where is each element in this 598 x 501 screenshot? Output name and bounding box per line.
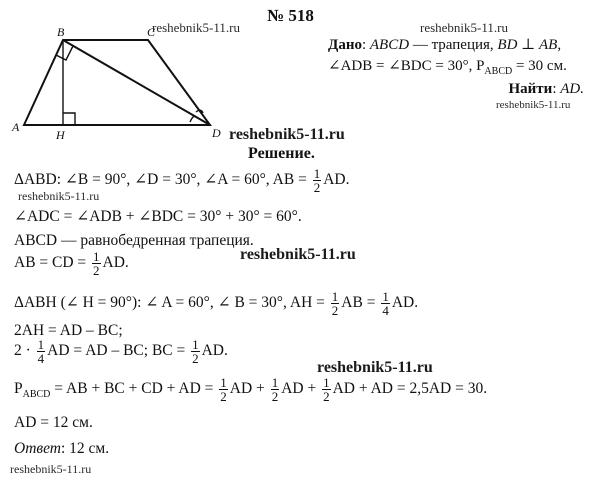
- frac-den: 4: [382, 303, 389, 318]
- label-h: H: [56, 128, 65, 142]
- line-text: AD +: [281, 380, 317, 398]
- fraction: [381, 290, 390, 317]
- line-text: = AB + BC + CD + AD =: [50, 380, 214, 398]
- given-seg-bd: BD: [497, 37, 518, 53]
- line-text: ΔABD: ∠B = 90°, ∠D = 30°, ∠A = 60°, AB =: [14, 171, 307, 189]
- given-perimeter: = 30 см.: [512, 58, 567, 74]
- frac-den: 2: [271, 389, 279, 404]
- line-text: AD = AD – BC; BC =: [47, 342, 186, 360]
- line-text: AD.: [102, 254, 129, 272]
- frac-den: 2: [323, 389, 330, 404]
- find-label: Найти: [508, 81, 553, 97]
- given-seg-ab: AB: [539, 37, 558, 53]
- right-angle-h: [63, 113, 75, 125]
- solution-line-3: ABCD — равнобедренная трапеция.: [14, 232, 254, 249]
- line-text: AD + AD = 2,5AD = 30.: [332, 380, 488, 398]
- given-perp: ⊥: [517, 37, 540, 53]
- solution-line-8: [14, 376, 487, 403]
- solution-line-7: [14, 338, 228, 365]
- fraction: [219, 376, 228, 403]
- fraction: [313, 167, 322, 194]
- given-line-2: [328, 56, 567, 82]
- watermark: reshebnik5-11.ru: [229, 126, 345, 143]
- watermark: reshebnik5-11.ru: [317, 359, 433, 376]
- frac-num: 1: [271, 375, 279, 390]
- solution-line-5: [14, 290, 418, 317]
- line-text: AD.: [391, 294, 419, 312]
- frac-num: 1: [93, 249, 100, 264]
- diagonal-bd: [63, 40, 210, 125]
- frac-num: 1: [192, 337, 199, 352]
- answer-line: [14, 440, 109, 458]
- frac-num: 1: [313, 166, 321, 181]
- watermark: reshebnik5-11.ru: [496, 99, 571, 111]
- frac-den: 2: [192, 351, 199, 366]
- given-line-1: Дано: ABCD — трапеция, BD ⊥ AB,: [328, 37, 562, 53]
- solution-line-6: 2AH = AD – BC;: [14, 322, 123, 339]
- given-sub: ABCD: [484, 66, 513, 77]
- frac-den: 2: [93, 263, 100, 278]
- fraction: [37, 338, 46, 365]
- solution-line-9: AD = 12 см.: [14, 414, 93, 431]
- line-text: AD +: [229, 380, 265, 398]
- fraction: [271, 376, 280, 403]
- frac-den: 4: [37, 351, 45, 366]
- watermark: reshebnik5-11.ru: [10, 462, 92, 476]
- label-b: B: [57, 25, 65, 39]
- solution-line-2: ∠ADC = ∠ADB + ∠BDC = 30° + 30° = 60°.: [14, 208, 302, 225]
- angle-arc-d1: [190, 116, 197, 122]
- solution-line-4: [14, 250, 129, 277]
- frac-num: 1: [323, 375, 330, 390]
- given-label: Дано: [328, 37, 362, 53]
- line-text: AD.: [201, 342, 228, 360]
- problem-number: № 518: [267, 6, 314, 25]
- find-block: Найти: AD.: [508, 81, 584, 97]
- answer-label: Ответ: [14, 440, 61, 457]
- frac-num: 1: [331, 289, 339, 304]
- frac-num: 1: [382, 289, 389, 304]
- line-text: AB = CD =: [14, 254, 87, 272]
- given-figure: ABCD: [369, 37, 410, 53]
- line-text: 2 ·: [14, 342, 31, 360]
- watermark: reshebnik5-11.ru: [18, 189, 100, 203]
- find-value: AD.: [560, 81, 584, 97]
- label-c: C: [147, 25, 156, 39]
- watermark: reshebnik5-11.ru: [240, 246, 356, 263]
- answer-value: : 12 см.: [60, 440, 110, 457]
- fraction: [191, 338, 200, 365]
- watermark: reshebnik5-11.ru: [420, 20, 508, 35]
- label-d: D: [212, 126, 221, 140]
- frac-num: 1: [220, 375, 227, 390]
- frac-num: 1: [37, 337, 45, 352]
- fraction: [322, 376, 331, 403]
- solution-title: Решение.: [248, 145, 315, 162]
- given-type: — трапеция,: [409, 37, 498, 53]
- line-text: ΔABH (∠ H = 90°): ∠ A = 60°, ∠ B = 30°, AH =: [14, 294, 325, 312]
- watermark: reshebnik5-11.ru: [152, 20, 240, 35]
- label-a: A: [12, 120, 20, 134]
- line-text: AB =: [341, 294, 376, 312]
- frac-den: 2: [313, 180, 321, 195]
- fraction: [92, 250, 101, 277]
- fraction: [331, 290, 340, 317]
- given-angles: ∠ADB = ∠BDC = 30°, P: [328, 58, 485, 74]
- trapezoid-outline: [24, 40, 210, 125]
- line-text: P: [14, 380, 23, 398]
- line-sub: ABCD: [22, 389, 51, 401]
- given-block: [328, 35, 567, 82]
- frac-den: 2: [331, 303, 339, 318]
- frac-den: 2: [220, 389, 227, 404]
- solution-line-1: [14, 167, 349, 194]
- line-text: AD.: [323, 171, 350, 189]
